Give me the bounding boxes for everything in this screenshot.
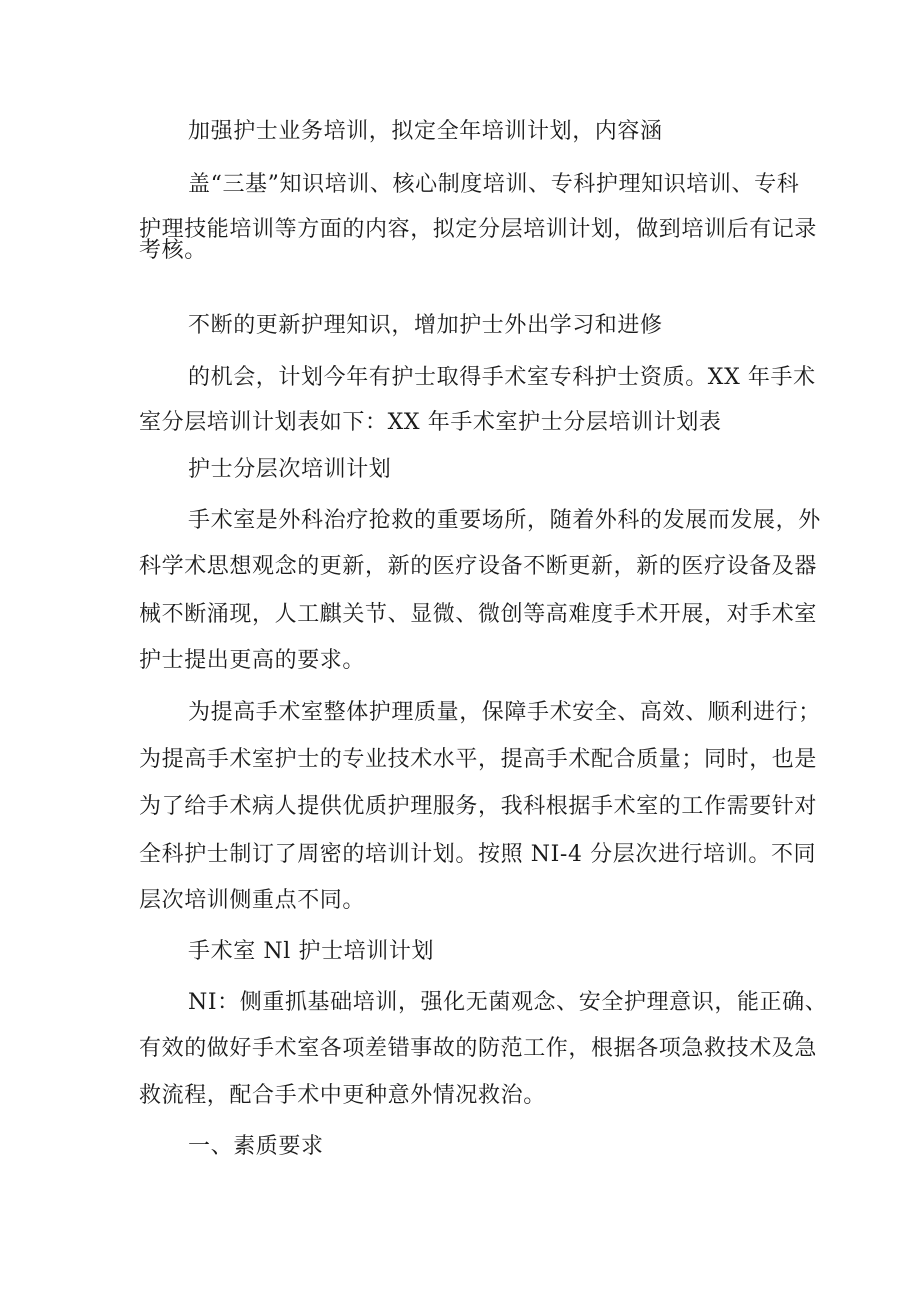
text-line-14: 为提高手术室护士的专业技术水平，提高手术配合质量；同时，也是 — [139, 747, 818, 772]
text-line-18: 手术室 Nl 护士培训计划 — [188, 939, 435, 964]
text-line-15: 为了给手术病人提供优质护理服务，我科根据手术室的工作需要针对 — [139, 794, 818, 819]
text-line-21: 救流程，配合手术中更种意外情况救治。 — [139, 1083, 546, 1108]
text-line-11: 械不断涌现，人工麒关节、显微、微创等高难度手术开展，对手术室 — [139, 602, 818, 627]
text-line-1: 加强护士业务培训，拟定全年培训计划，内容涵 — [188, 119, 663, 144]
text-line-12: 护士提出更高的要求。 — [139, 648, 366, 673]
text-line-10: 科学术思想观念的更新，新的医疗设备不断更新，新的医疗设备及器 — [139, 554, 818, 579]
text-line-20: 有效的做好手术室各项差错事故的防范工作，根据各项急救技术及急 — [139, 1036, 818, 1061]
text-line-13: 为提高手术室整体护理质量，保障手术安全、高效、顺利进行； — [188, 700, 821, 725]
text-line-7: 室分层培训计划表如下：XX 年手术室护士分层培训计划表 — [139, 410, 722, 435]
section-heading-quality-requirements: 一、素质要求 — [188, 1134, 324, 1159]
text-line-6: 的机会，计划今年有护士取得手术室专科护士资质。XX 年手术 — [188, 365, 816, 390]
text-line-19: NI：侧重抓基础培训，强化无菌观念、安全护理意识，能正确、 — [188, 990, 828, 1015]
text-line-17: 层次培训侧重点不同。 — [139, 888, 366, 913]
text-line-4: 考核。 — [139, 238, 207, 263]
text-line-8: 护士分层次培训计划 — [188, 457, 392, 482]
text-line-2: 盖“三基”知识培训、核心制度培训、专科护理知识培训、专科 — [188, 172, 800, 197]
text-line-16: 全科护士制订了周密的培训计划。按照 NI-4 分层次进行培训。不同 — [139, 842, 817, 867]
text-line-5: 不断的更新护理知识，增加护士外出学习和进修 — [188, 313, 663, 338]
text-line-3: 护理技能培训等方面的内容，拟定分层培训计划，做到培训后有记录 — [139, 217, 818, 242]
text-line-9: 手术室是外科治疗抢救的重要场所，随着外科的发展而发展，外 — [188, 508, 821, 533]
